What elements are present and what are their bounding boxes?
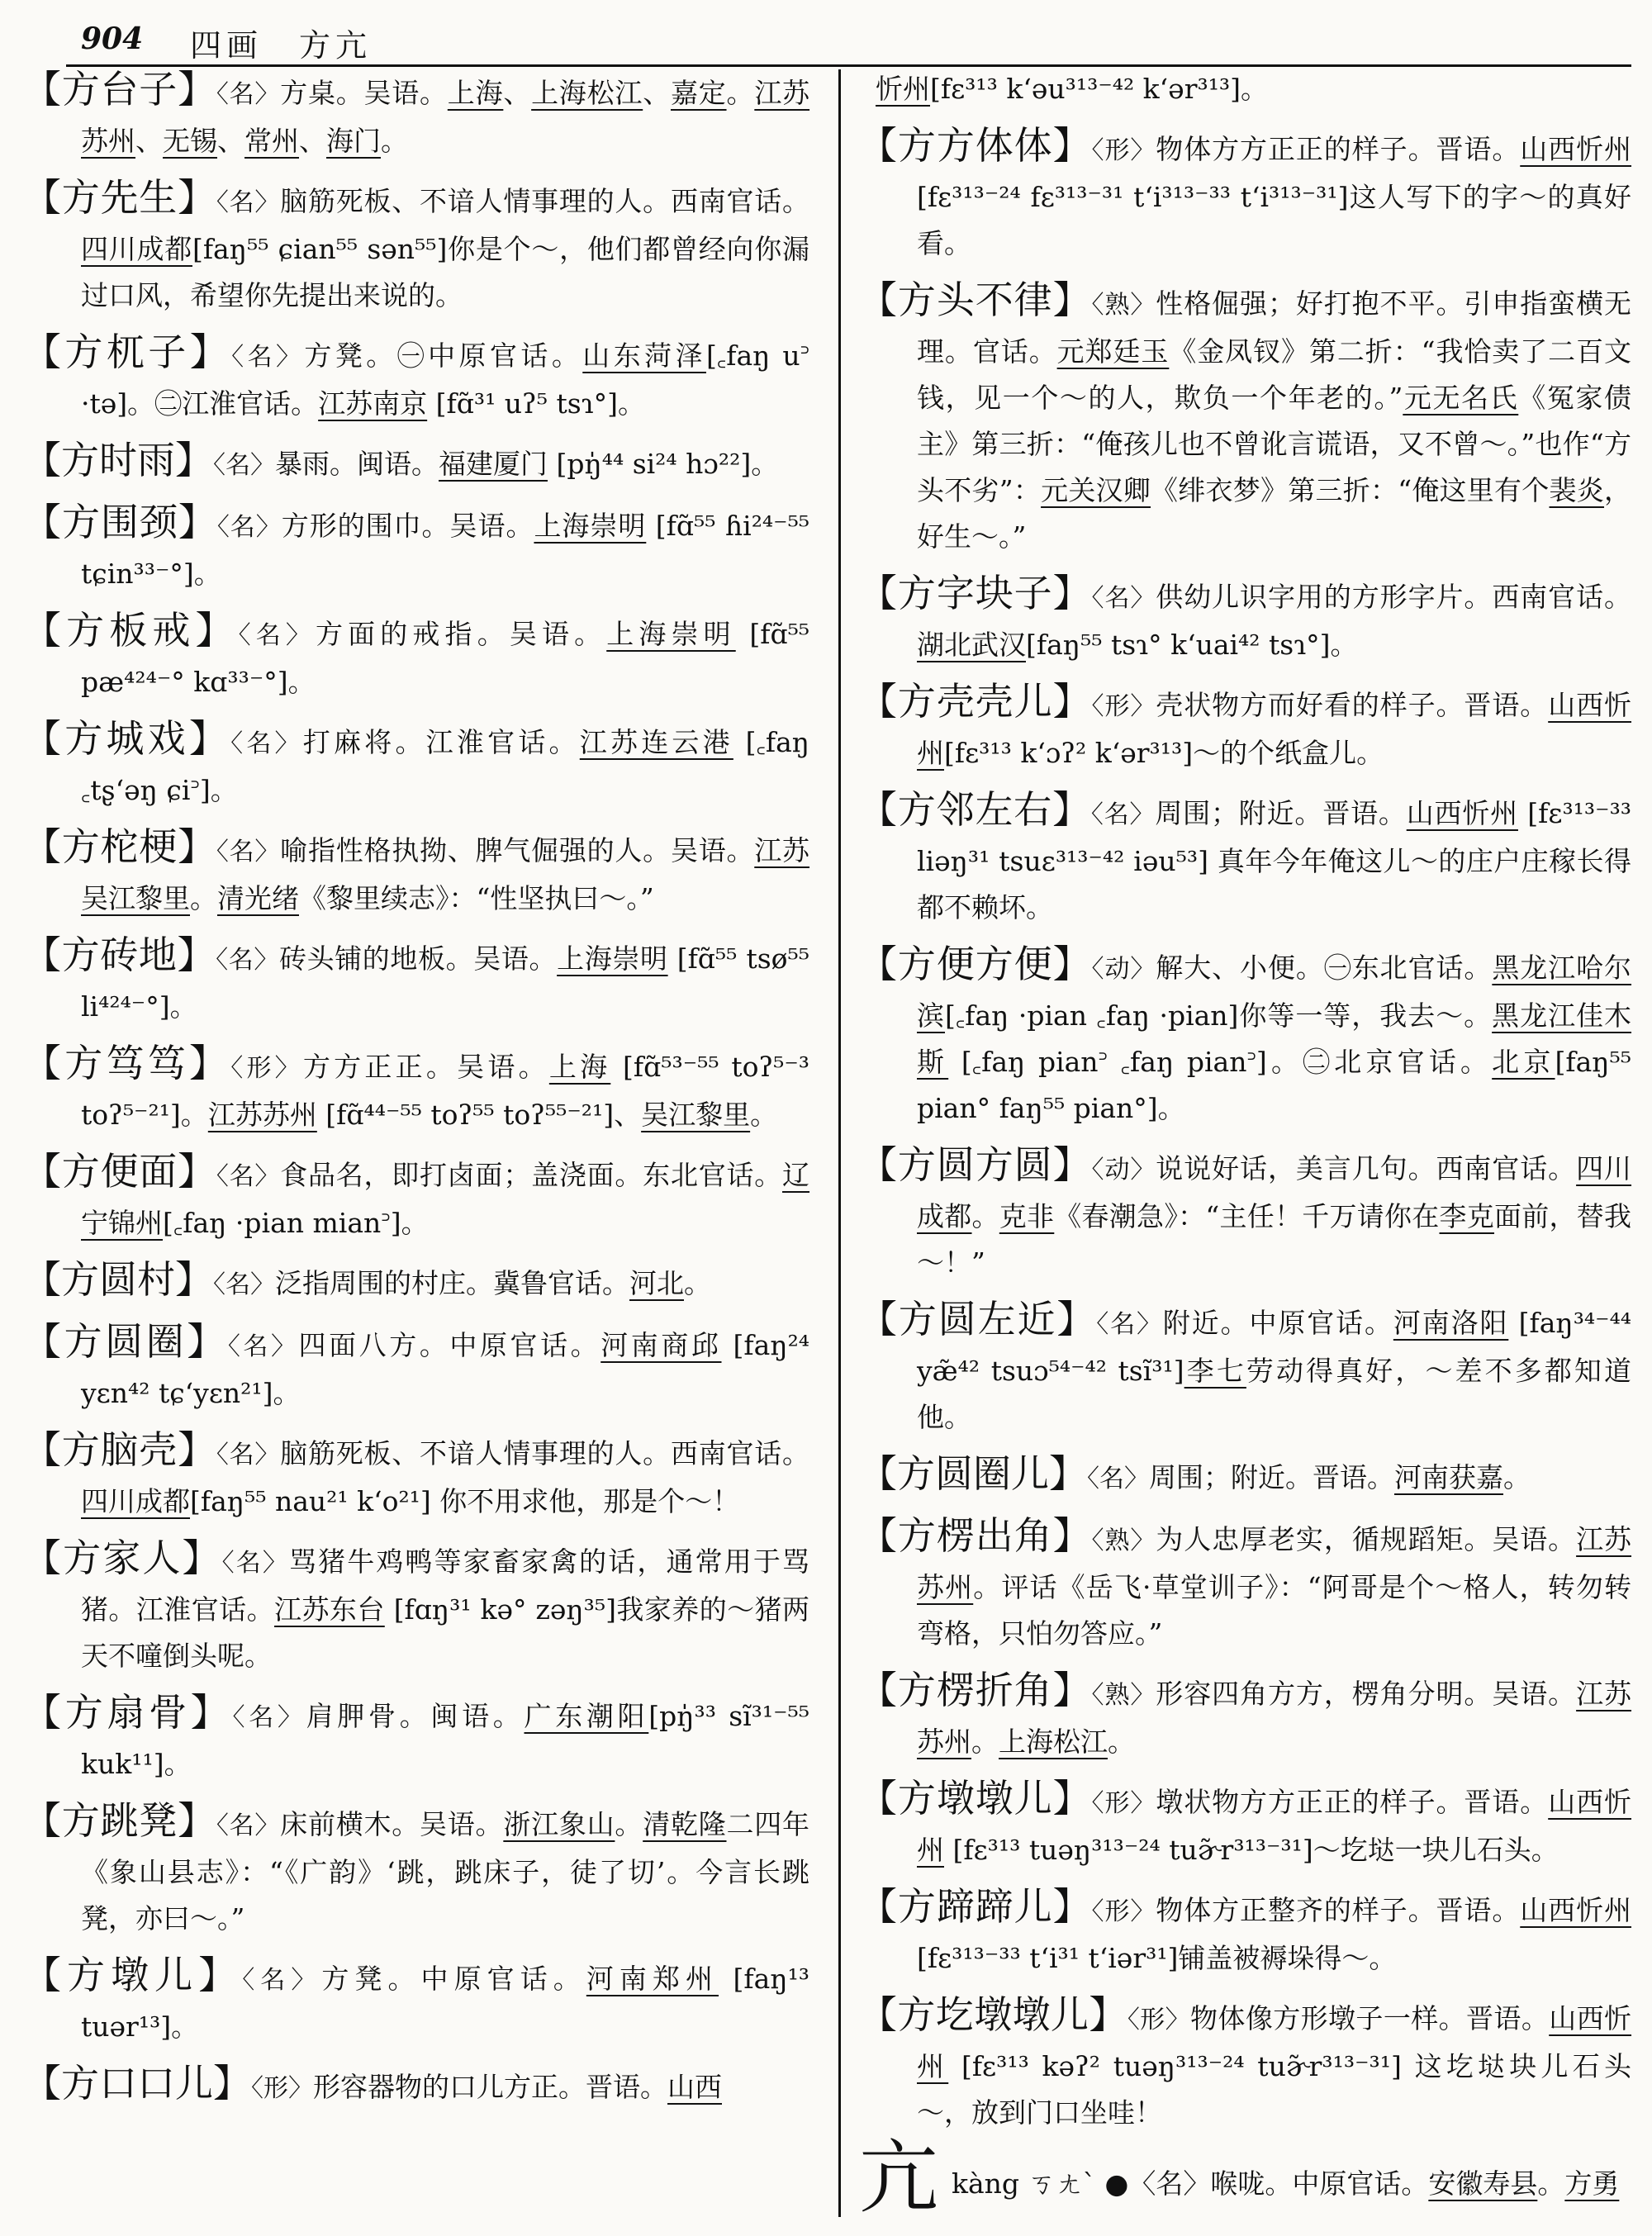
underlined-term: 安徽寿县 [1428, 2167, 1538, 2200]
entry-text: 供幼儿识字用的方形字片。西南官话。 [1156, 581, 1632, 613]
entry-text: 床前横木。吴语。 [280, 1808, 504, 1840]
entry-headword: 【方围颈】 [23, 500, 217, 544]
part-of-speech: 〈名〉 [1091, 584, 1156, 613]
underlined-term: 元关汉卿 [1041, 474, 1151, 506]
underlined-term: 河南洛阳 [1393, 1307, 1509, 1339]
entry-headword: 【方圆村】 [23, 1257, 213, 1302]
entry-text: 《绯衣梦》第三折：“俺这里有个 [1151, 474, 1550, 506]
entry-text: 。 [971, 1726, 999, 1758]
part-of-speech: 〈名〉 [213, 451, 275, 480]
entry-headword: 【方先生】 [23, 175, 216, 220]
entry-text: 、 [643, 77, 671, 109]
entry-text: 脑筋死板、不谙人情事理的人。西南官话。 [280, 1437, 810, 1469]
entry-text: 。 [1108, 1726, 1135, 1758]
underlined-term: 河北 [629, 1267, 684, 1299]
entry-text: 、 [299, 125, 326, 157]
dictionary-entry [23, 1256, 809, 1308]
entry-text: 、 [503, 77, 532, 109]
entry-headword: 【方跳凳】 [23, 1798, 216, 1843]
underlined-term: 上海松江 [999, 1726, 1108, 1758]
part-of-speech: 〈动〉 [1091, 1156, 1156, 1184]
entry-text: 《冤家债主》第三折：“俺孩儿也不曾讹言谎语，又不曾～。”也作“方头不劣”： [917, 382, 1632, 506]
entry-headword: 【方砖地】 [23, 933, 216, 977]
entry-text: [fɑ̃⁵⁵ tsø⁵⁵ li⁴²⁴⁻°]。 [81, 942, 810, 1023]
underlined-term: 吴江黎里 [641, 1099, 751, 1131]
entry-text: 《黎里续志》：“性坚执曰～。” [299, 882, 654, 914]
underlined-term: 忻州 [876, 73, 930, 105]
underlined-term: 河南商邱 [601, 1329, 722, 1361]
entry-headword: 【方柁梗】 [23, 824, 216, 869]
entry-headword: 【方头不律】 [859, 278, 1092, 322]
underlined-term: 山西忻州 [917, 1786, 1632, 1866]
part-of-speech: 〈名〉 [1090, 800, 1156, 829]
entry-text: 方形的围巾。吴语。 [281, 510, 534, 542]
entry-text: 形容器物的口儿方正。晋语。 [313, 2071, 667, 2103]
entry-text: [fɑ̃⁴⁴⁻⁵⁵ toʔ⁵⁵ toʔ⁵⁵⁻²¹]、 [316, 1099, 642, 1131]
dictionary-entry [859, 1775, 1631, 1873]
entry-headword: 【方壳壳儿】 [859, 679, 1092, 724]
dictionary-entry [23, 1952, 809, 2050]
part-of-speech: 〈名〉 [231, 343, 305, 372]
dictionary-entry [23, 2060, 809, 2112]
entry-pinyin: kàng ㄎㄤˋ [952, 2167, 1105, 2200]
entry-text: 打麻将。江淮官话。 [302, 726, 580, 758]
underlined-term: 上海崇明 [557, 942, 668, 975]
underlined-term: 山西忻州 [1520, 1894, 1632, 1926]
entry-text: [fɑ̃⁵³⁻⁵⁵ toʔ⁵⁻³ toʔ⁵⁻²¹]。 [81, 1051, 810, 1131]
part-of-speech: 〈熟〉 [1091, 291, 1156, 320]
entry-text: 《金凤钗》第二折：“我恰卖了二百文钱，见一个～的人，欺负一个年老的。” [917, 335, 1631, 414]
page-header [66, 12, 1627, 64]
part-of-speech: 〈形〉 [1127, 2006, 1191, 2034]
entry-headword: 【方楞出角】 [859, 1513, 1092, 1558]
entry-text: [faŋ³⁴⁻⁴⁴ yæ̃⁴² tsuɔ⁵⁴⁻⁴² tsĩ³¹] [917, 1307, 1632, 1387]
underlined-term: 上海崇明 [606, 618, 736, 650]
entry-text: 暴雨。闽语。 [275, 448, 439, 480]
entry-text: [fɑŋ³¹ kə° zəŋ³⁵]我家养的～猪两天不噇倒头呢。 [81, 1593, 810, 1672]
entry-headword: 【方扇骨】 [23, 1690, 233, 1735]
dictionary-entry [23, 1535, 809, 1679]
underlined-term: 福建厦门 [439, 448, 548, 480]
entry-text: 脑筋死板、不谙人情事理的人。西南官话。 [280, 185, 810, 217]
entry-headword: 【方口口儿】 [23, 2061, 251, 2105]
dictionary-entry [859, 277, 1631, 560]
entry-text: 骂猪牛鸡鸭等家畜家禽的话，通常用于骂猪。江淮官话。 [81, 1545, 810, 1626]
entry-text: [pŋ̍³³ sĩ³¹⁻⁵⁵ kuk¹¹]。 [81, 1700, 810, 1780]
entry-text: [pŋ̍⁴⁴ si²⁴ hɔ²²]。 [548, 448, 779, 480]
underlined-term: 河南郑州 [586, 1963, 719, 1995]
underlined-term: 湖北武汉 [917, 629, 1026, 661]
underlined-term: 江苏南京 [318, 387, 428, 420]
entry-headword: 【方杌子】 [23, 330, 232, 374]
entry-headword: 【方便面】 [23, 1149, 216, 1194]
part-of-speech: 〈名〉 [230, 729, 303, 758]
entry-headword: 【方家人】 [23, 1536, 222, 1580]
underlined-term: 海门 [326, 125, 381, 157]
underlined-term: 江苏苏州 [917, 1678, 1632, 1758]
entry-text: [fɛ³¹³ kəʔ² tuəŋ³¹³⁻²⁴ tuɚ̃r³¹³⁻³¹] 这圪垯块儿石头～，放到门口坐哇！ [917, 2050, 1631, 2129]
entry-text: 物体像方形墩子一样。晋语。 [1190, 2002, 1550, 2034]
entry-headword: 【方板戒】 [23, 608, 239, 653]
dictionary-entry [859, 1883, 1631, 1982]
part-of-speech: 〈动〉 [1091, 955, 1156, 984]
underlined-term: 北京 [1492, 1046, 1555, 1078]
dictionary-entry [23, 607, 809, 705]
underlined-term: 江苏苏州 [917, 1523, 1632, 1603]
entry-text: 墩状物方方正正的样子。晋语。 [1156, 1786, 1549, 1818]
dictionary-entry [23, 1040, 809, 1138]
entry-text: 。 [381, 125, 408, 157]
entry-text: [꜀faŋ pian꜄ ꜀faŋ pian꜄]。㊁北京官话。 [948, 1046, 1493, 1078]
underlined-term: 山西忻州 [1520, 133, 1632, 165]
entry-text: 方方正正。吴语。 [302, 1051, 549, 1083]
entry-text: [fɑ̃³¹ uʔ⁵ tsɿ°]。 [427, 387, 645, 420]
entry-headword: 【方圆左近】 [859, 1297, 1097, 1341]
dictionary-entry [859, 1296, 1631, 1441]
entry-headword: 【方台子】 [23, 67, 216, 112]
part-of-speech: 〈名〉 [216, 946, 279, 975]
entry-headword: 【方字块子】 [859, 571, 1092, 615]
entry-headword: 【方圆方圆】 [859, 1142, 1092, 1187]
entry-text: 方凳。㊀中原官话。 [304, 339, 583, 372]
entry-text: 、 [135, 125, 163, 157]
entry-continuation [859, 66, 1631, 112]
entry-text: [faŋ⁵⁵ pian° faŋ⁵⁵ pian°]。 [917, 1046, 1632, 1124]
part-of-speech: 〈名〉 [216, 1162, 281, 1191]
entry-text: 方面的戒指。吴语。 [316, 618, 607, 650]
dictionary-entry [859, 941, 1631, 1132]
entry-text: 。 [190, 882, 217, 914]
part-of-speech: 〈形〉 [1091, 692, 1156, 721]
entry-text: 方凳。中原官话。 [321, 1963, 586, 1995]
underlined-term: 上海崇明 [534, 510, 647, 542]
underlined-term: 四川成都 [81, 1485, 190, 1517]
underlined-term: 四川成都 [917, 1152, 1632, 1232]
entry-text: ，好生～。” [917, 474, 1632, 553]
entry-text: [fɛ³¹³ tuəŋ³¹³⁻²⁴ tuɚ̃r³¹³⁻³¹]～圪垯一块儿石头。 [944, 1834, 1559, 1866]
entry-headword: 【方墩儿】 [23, 1953, 243, 1997]
entry-headword: 【方蹄蹄儿】 [859, 1884, 1092, 1929]
entry-text: 面前，替我～！” [917, 1200, 1632, 1279]
part-of-speech: 〈形〉 [230, 1054, 303, 1083]
part-of-speech: 〈名〉 [238, 621, 316, 650]
underlined-term: 山西忻州 [917, 2002, 1632, 2082]
entry-text: [fɛ³¹³⁻³³ liəŋ³¹ tsuɛ³¹³⁻⁴² iəu⁵³] 真年今年俺这儿～的庄户庄稼长得都不赖坏。 [917, 797, 1632, 923]
entry-text: [꜀faŋ u꜄ ·tə]。㊁江淮官话。 [81, 339, 810, 420]
entry-text: 肩胛骨。闽语。 [306, 1700, 525, 1732]
entry-text: 。 [750, 1099, 778, 1131]
part-of-speech: 〈名〉 [216, 1441, 281, 1469]
part-of-speech: 〈名〉 [213, 1270, 275, 1299]
entry-text: 性格倔强；好打抱不平。引申指蛮横无理。官话。 [917, 287, 1632, 368]
underlined-term: 方勇 [1564, 2167, 1620, 2200]
dictionary-entry [859, 1450, 1631, 1503]
right-column [859, 66, 1631, 2236]
entry-text: 。 [971, 1200, 999, 1232]
entry-text: 。 [615, 1808, 643, 1840]
underlined-term: 江苏吴江黎里 [81, 834, 810, 914]
underlined-term: 清光绪 [217, 882, 299, 914]
dictionary-entry [859, 570, 1631, 668]
underlined-term: 江苏东台 [274, 1593, 385, 1626]
entry-text: [fɛ³¹³ kʻɔʔ² kʻər³¹³]～的个纸盒儿。 [944, 737, 1384, 769]
dictionary-entry [859, 1667, 1631, 1765]
entry-text: [faŋ²⁴ yɛn⁴² tɕʻyɛn²¹]。 [81, 1329, 810, 1409]
underlined-term: 上海 [548, 1051, 611, 1083]
underlined-term: 山西忻州 [1406, 797, 1518, 829]
entry-text: [faŋ⁵⁵ ɕian⁵⁵ sən⁵⁵]你是个～，他们都曾经向你漏过口风，希望你先提出来说的。 [81, 233, 809, 311]
entry-text: 方桌。吴语。 [280, 77, 448, 109]
entry-character: 亢 [859, 2131, 938, 2224]
dictionary-entry [859, 1142, 1631, 1286]
underlined-term: 广东潮阳 [524, 1700, 649, 1732]
entry-text: [fɛ³¹³ kʻəu³¹³⁻⁴² kʻər³¹³]。 [930, 73, 1269, 105]
underlined-term: 克非 [999, 1200, 1055, 1232]
part-of-speech: 〈名〉 [216, 513, 282, 542]
character-entry [859, 2131, 1631, 2224]
entry-text: [fɑ̃⁵⁵ ɦi²⁴⁻⁵⁵ tɕin³³⁻°]。 [81, 510, 810, 590]
entry-text: 四面八方。中原官话。 [298, 1329, 601, 1361]
underlined-term: 辽宁锦州 [81, 1159, 810, 1239]
part-of-speech: 〈名〉 [216, 1811, 281, 1840]
entry-headword: 【方笃笃】 [23, 1041, 231, 1085]
dictionary-entry [23, 1797, 809, 1942]
entry-text: 。 [726, 77, 755, 109]
entry-text: 二四年《象山县志》：“《广韵》‘跳，跳床子，徒了切’。今言长跳凳，亦曰～。” [81, 1808, 810, 1935]
entry-headword: 【方墩墩儿】 [859, 1776, 1092, 1821]
entry-text: 周围；附近。晋语。 [1155, 797, 1407, 829]
part-of-speech: 〈熟〉 [1091, 1681, 1156, 1710]
underlined-term: 黑龙江佳木斯 [917, 999, 1632, 1078]
entry-text: 物体方方正正的样子。晋语。 [1156, 133, 1521, 165]
part-of-speech: 〈形〉 [1091, 1897, 1156, 1926]
entry-text: 附近。中原官话。 [1162, 1307, 1393, 1339]
entry-headword: 【方脑壳】 [23, 1427, 216, 1472]
dictionary-entry [859, 1512, 1631, 1657]
entry-text: 《春潮急》：“主任！千万请你在 [1054, 1200, 1440, 1232]
underlined-term: 山西忻州 [917, 689, 1632, 769]
underlined-term: 常州 [244, 125, 299, 157]
dictionary-entry [23, 824, 809, 922]
entry-text: 形容四角方方，楞角分明。吴语。 [1156, 1678, 1577, 1710]
entry-headword: 【方城戏】 [23, 716, 231, 761]
underlined-term: 上海松江 [531, 77, 643, 109]
part-of-speech: 〈名〉 [232, 1703, 306, 1732]
part-of-speech: 〈形〉 [251, 2074, 313, 2103]
dictionary-entry [23, 329, 809, 427]
dictionary-entry [23, 1148, 809, 1246]
dictionary-entry [859, 1992, 1631, 2136]
underlined-term: 江苏苏州 [81, 77, 810, 157]
entry-text: 壳状物方而好看的样子。晋语。 [1156, 689, 1549, 721]
entry-text: 。评话《岳飞·草堂训子》：“阿哥是个～格人，转勿转弯格，只怕勿答应。” [917, 1571, 1631, 1650]
underlined-term: 江苏苏州 [207, 1099, 317, 1131]
dictionary-entry [23, 1318, 809, 1417]
entry-text: 。 [1537, 2167, 1565, 2200]
entry-headword: 【方楞折角】 [859, 1668, 1092, 1712]
entry-text: 、 [217, 125, 244, 157]
part-of-speech: 〈名〉 [221, 1549, 289, 1578]
page-number: 904 [81, 21, 144, 56]
dictionary-entry [23, 499, 809, 597]
entry-text: [faŋ¹³ tuər¹³]。 [81, 1963, 810, 2043]
underlined-term: 嘉定 [670, 77, 727, 109]
entry-text: 砖头铺的地板。吴语。 [278, 942, 558, 975]
part-of-speech: 〈名〉 [216, 80, 281, 109]
part-of-speech: 〈名〉 [216, 188, 281, 217]
dictionary-entry [23, 1689, 809, 1787]
entry-text: [꜀faŋ ꜀tʂʻəŋ ɕi꜄]。 [81, 726, 810, 806]
entry-text: [fɛ³¹³⁻²⁴ fɛ³¹³⁻³¹ tʻi³¹³⁻³³ tʻi³¹³⁻³¹]这人写下的字～的真好看。 [917, 181, 1631, 259]
entry-headword: 【方便方便】 [859, 942, 1092, 986]
entry-headword: 【方方体体】 [859, 123, 1092, 168]
dictionary-entry [23, 437, 809, 489]
entry-text: [꜀faŋ ·pian ꜀faŋ ·pian]你等一等，我去～。 [944, 999, 1493, 1032]
entry-headword: 【方圆圈】 [23, 1319, 228, 1364]
underlined-term: 无锡 [163, 125, 217, 157]
entry-text: 食品名，即打卤面；盖浇面。东北官话。 [280, 1159, 783, 1191]
entry-headword: 【方邻左右】 [859, 787, 1091, 832]
underlined-term: 江苏连云港 [579, 726, 733, 758]
part-of-speech: 〈熟〉 [1091, 1526, 1156, 1555]
running-title: 四画 方亢 [190, 27, 373, 64]
dictionary-entry [23, 1427, 809, 1525]
part-of-speech: 〈形〉 [1091, 136, 1156, 165]
entry-text: [faŋ⁵⁵ nau²¹ kʻo²¹] 你不用求他，那是个～！ [190, 1485, 740, 1517]
dictionary-entry [859, 786, 1631, 931]
part-of-speech: 〈名〉 [216, 838, 281, 866]
entry-text: [fɛ³¹³⁻³³ tʻi³¹ tʻiər³¹]铺盖被褥垛得～。 [917, 1942, 1397, 1974]
dictionary-entry [859, 122, 1631, 267]
underlined-term: 李七 [1184, 1355, 1246, 1387]
underlined-term: 河南获嘉 [1394, 1461, 1503, 1493]
entry-text: 说说好话，美言几句。西南官话。 [1156, 1152, 1577, 1184]
entry-text: 物体方正整齐的样子。晋语。 [1156, 1894, 1521, 1926]
part-of-speech: 〈名〉 [227, 1332, 299, 1361]
entry-text: 泛指周围的村庄。冀鲁官话。 [275, 1267, 629, 1299]
underlined-term: 元郑廷玉 [1056, 335, 1170, 368]
underlined-term: 四川成都 [81, 233, 192, 265]
entry-headword: 【方圆圈儿】 [859, 1451, 1087, 1496]
entry-text: 劳动得真好，～差不多都知道他。 [917, 1355, 1632, 1433]
column-divider [838, 69, 841, 2217]
entry-text: 周围；附近。晋语。 [1149, 1461, 1394, 1493]
underlined-term: 黑龙江哈尔滨 [917, 952, 1632, 1032]
entry-text: 。 [1503, 1461, 1531, 1493]
entry-text: 解大、小便。㊀东北官话。 [1156, 952, 1493, 984]
dictionary-entry [23, 932, 809, 1030]
entry-headword: 【方时雨】 [23, 438, 213, 482]
entry-text: 为人忠厚老实，循规蹈矩。吴语。 [1156, 1523, 1577, 1555]
underlined-term: 上海 [447, 77, 504, 109]
underlined-term: 山东菏泽 [582, 339, 706, 372]
dictionary-entry [23, 174, 809, 319]
entry-text: 。 [684, 1267, 711, 1299]
part-of-speech: 〈名〉 [1096, 1310, 1163, 1339]
part-of-speech: 〈名〉 [242, 1966, 322, 1995]
underlined-term: 清乾隆 [643, 1808, 727, 1840]
entry-text: [fɑ̃⁵⁵ pæ⁴²⁴⁻° kɑ³³⁻°]。 [81, 618, 810, 698]
entry-text: [꜀faŋ ·pian mian꜄]。 [163, 1207, 429, 1239]
entry-text: [faŋ⁵⁵ tsɿ° kʻuai⁴² tsɿ°]。 [1026, 629, 1358, 661]
underlined-term: 山西 [667, 2071, 722, 2103]
entry-text: 喻指性格执拗、脾气倔强的人。吴语。 [280, 834, 755, 866]
underlined-term: 浙江象山 [503, 1808, 615, 1840]
entry-headword: 【方圪墩墩儿】 [859, 1992, 1127, 2037]
underlined-term: 李克 [1439, 1200, 1495, 1232]
underlined-term: 元无名氏 [1403, 382, 1519, 414]
underlined-term: 裴炎 [1549, 474, 1605, 506]
part-of-speech: 〈名〉 [1087, 1465, 1149, 1493]
dictionary-entry [23, 715, 809, 814]
left-column [23, 66, 809, 2122]
part-of-speech: 〈形〉 [1091, 1789, 1156, 1818]
dictionary-entry [23, 66, 809, 164]
dictionary-entry [859, 678, 1631, 776]
entry-text: ●〈名〉喉咙。中原官话。 [1104, 2167, 1429, 2200]
